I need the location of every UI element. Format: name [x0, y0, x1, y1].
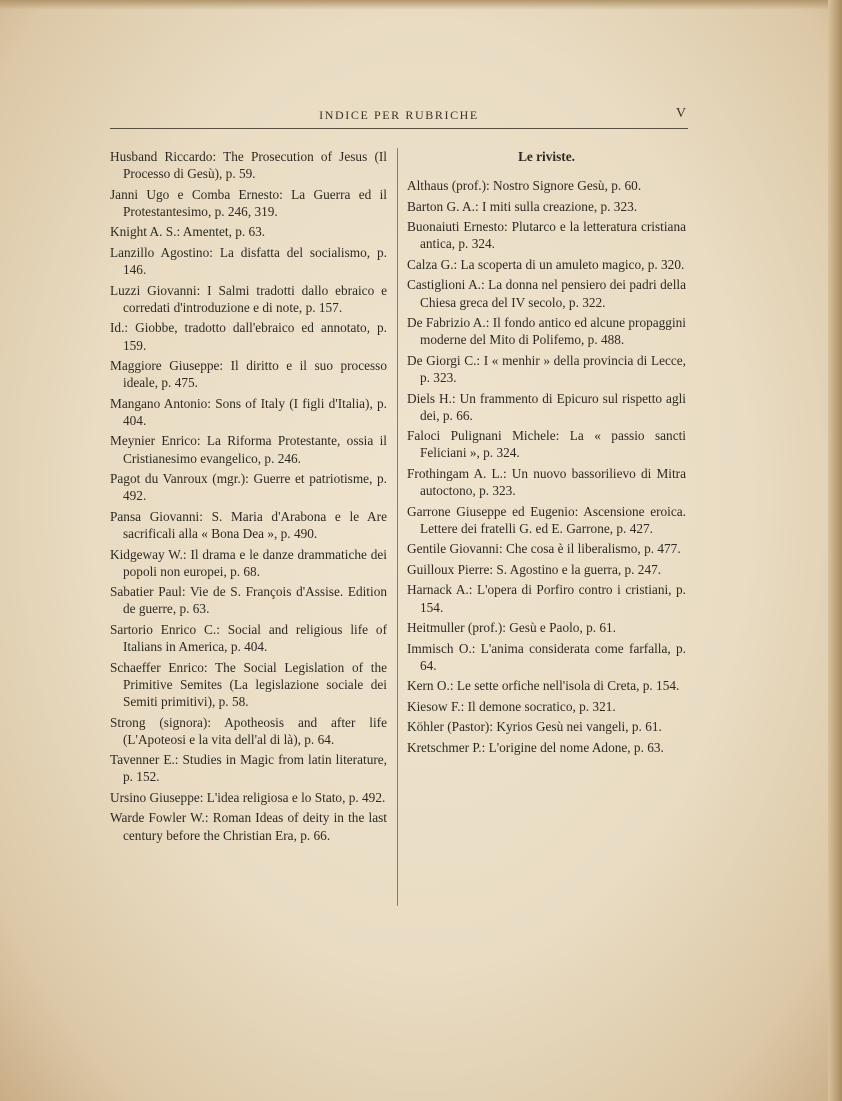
- index-entry: Janni Ugo e Comba Ernesto: La Guerra ed il Protestantesimo, p. 246, 319.: [110, 186, 387, 219]
- page-right-edge: [828, 0, 842, 1101]
- index-entry: Knight A. S.: Amentet, p. 63.: [110, 224, 266, 240]
- index-entry: Id.: Giobbe, tradotto dall'ebraico ed annotato, p. 159.: [110, 320, 387, 353]
- index-entry: Harnack A.: L'opera di Porfiro contro i cristiani, p. 154.: [407, 582, 686, 615]
- index-entry: Kretschmer P.: L'origine del nome Adone, p. 63.: [407, 739, 664, 755]
- index-entry: De Fabrizio A.: Il fondo antico ed alcune propaggini moderne del Mito di Polifemo, p. 488.: [407, 315, 686, 348]
- index-entry: Meynier Enrico: La Riforma Protestante, ossia il Cristianesimo evangelico, p. 246.: [110, 433, 387, 466]
- header-rule: [110, 128, 688, 129]
- index-entry: Luzzi Giovanni: I Salmi tradotti dallo ebraico e corredati d'introduzione e di note, p. 157.: [110, 282, 387, 315]
- index-entry: Calza G.: La scoperta di un amuleto magico, p. 320.: [407, 256, 685, 272]
- section-heading-riviste: Le riviste.: [518, 149, 575, 164]
- column-divider: [397, 148, 398, 906]
- index-entry: Köhler (Pastor): Kyrios Gesù nei vangeli, p. 61.: [407, 719, 662, 735]
- index-entry: Husband Riccardo: The Prosecution of Jesus (Il Processo di Gesù), p. 59.: [110, 149, 387, 182]
- left-column: [110, 148, 387, 847]
- index-entry: Pansa Giovanni: S. Maria d'Arabona e le Are sacrificali alla « Bona Dea », p. 490.: [110, 508, 387, 542]
- index-entry: Frothingam A. L.: Un nuovo bassorilievo di Mitra autoctono, p. 323.: [407, 465, 686, 499]
- index-entry: Ursino Giuseppe: L'idea religiosa e lo Stato, p. 492.: [110, 789, 386, 805]
- index-entry: Immisch O.: L'anima considerata come farfalla, p. 64.: [407, 640, 686, 673]
- page-number: V: [675, 106, 686, 121]
- index-entry: Castiglioni A.: La donna nel pensiero dei padri della Chiesa greca del IV secolo, p. 322.: [407, 277, 686, 310]
- index-entry: Faloci Pulignani Michele: La « passio sancti Feliciani », p. 324.: [407, 428, 686, 461]
- running-title: INDICE PER RUBRICHE: [319, 108, 479, 122]
- index-entry: Diels H.: Un frammento di Epicuro sul rispetto agli dei, p. 66.: [407, 390, 686, 423]
- index-entry: Kidgeway W.: Il drama e le danze drammatiche dei popoli non europei, p. 68.: [110, 546, 387, 579]
- index-entry: Tavenner E.: Studies in Magic from latin literature, p. 152.: [110, 752, 387, 785]
- index-entry: Sabatier Paul: Vie de S. François d'Assise. Edition de guerre, p. 63.: [110, 584, 387, 617]
- index-entry: Maggiore Giuseppe: Il diritto e il suo processo ideale, p. 475.: [110, 358, 387, 391]
- index-entry: Barton G. A.: I miti sulla creazione, p. 323.: [407, 198, 638, 214]
- index-entry: Sartorio Enrico C.: Social and religious life of Italians in America, p. 404.: [110, 621, 387, 655]
- index-entry: Garrone Giuseppe ed Eugenio: Ascensione eroica. Lettere dei fratelli G. ed E. Garrone, p. 427.: [407, 503, 686, 536]
- index-entry: De Giorgi C.: I « menhir » della provincia di Lecce, p. 323.: [407, 352, 686, 386]
- index-entry: Lanzillo Agostino: La disfatta del socialismo, p. 146.: [110, 244, 387, 278]
- index-entry: Kern O.: Le sette orfiche nell'isola di Creta, p. 154.: [407, 678, 680, 694]
- index-entry: Mangano Antonio: Sons of Italy (I figli d'Italia), p. 404.: [110, 395, 387, 428]
- index-entry: Warde Fowler W.: Roman Ideas of deity in the last century before the Christian Era, p. 66.: [110, 810, 387, 843]
- right-column: [407, 148, 686, 759]
- index-entry: Althaus (prof.): Nostro Signore Gesù, p. 60.: [407, 178, 642, 194]
- index-entry: Guilloux Pierre: S. Agostino e la guerra, p. 247.: [407, 561, 662, 577]
- index-entry: Schaeffer Enrico: The Social Legislation of the Primitive Semites (La legislazione sociale dei Semiti primitivi), p. 58.: [110, 659, 387, 710]
- index-entry: Strong (signora): Apotheosis and after life (L'Apoteosi e la vita dell'al di là), p. 64.: [110, 714, 387, 747]
- page-header: [110, 106, 688, 128]
- index-entry: Heitmuller (prof.): Gesù e Paolo, p. 61.: [407, 620, 617, 636]
- index-entry: Gentile Giovanni: Che cosa è il liberalismo, p. 477.: [407, 541, 681, 557]
- index-entry: Buonaiuti Ernesto: Plutarco e la letteratura cristiana antica, p. 324.: [407, 219, 686, 252]
- index-entry: Pagot du Vanroux (mgr.): Guerre et patriotisme, p. 492.: [110, 471, 387, 504]
- page-top-edge: [0, 0, 842, 10]
- index-entry: Kiesow F.: Il demone socratico, p. 321.: [407, 698, 616, 714]
